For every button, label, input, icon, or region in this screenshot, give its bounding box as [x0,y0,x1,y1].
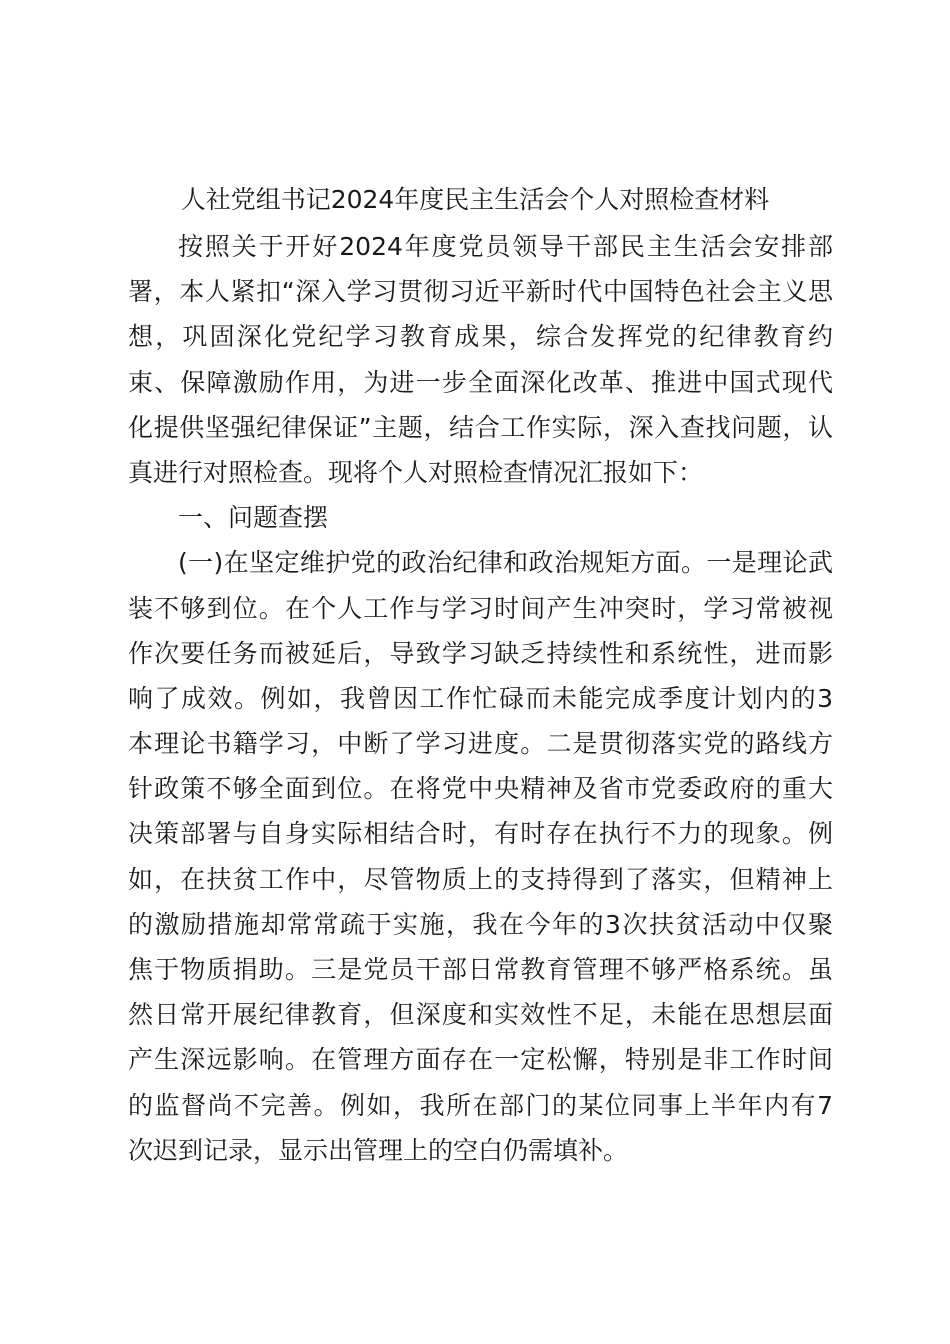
paragraph-line: 按照关于开好2024年度党员领导干部民主生活会安排部 [178,232,833,261]
paragraph-line: 束、保障激励作用，为进一步全面深化改革、推进中国式现代 [128,367,833,397]
paragraph-line: 针政策不够全面到位。在将党中央精神及省市党委政府的重大 [128,774,833,804]
paragraph-line: 真进行对照检查。现将个人对照检查情况汇报如下： [128,457,704,487]
paragraph-line: (一)在坚定维护党的政治纪律和政治规矩方面。一是理论武 [178,548,833,578]
paragraph-line: 响了成效。例如，我曾因工作忙碌而未能完成季度计划内的3 [128,683,833,713]
paragraph-line: 作次要任务而被延后，导致学习缺乏持续性和系统性，进而影 [128,638,833,668]
paragraph-line: 装不够到位。在个人工作与学习时间产生冲突时，学习常被视 [128,593,833,623]
paragraph-line: 的监督尚不完善。例如，我所在部门的某位同事上半年内有7 [128,1090,833,1120]
section-heading: 一、问题查摆 [178,503,329,533]
paragraph-line: 然日常开展纪律教育，但深度和实效性不足，未能在思想层面 [128,1000,833,1030]
paragraph-line: 次迟到记录，显示出管理上的空白仍需填补。 [128,1135,629,1165]
paragraph-line: 决策部署与自身实际相结合时，有时存在执行不力的现象。例 [128,819,833,849]
paragraph-line: 如，在扶贫工作中，尽管物质上的支持得到了落实，但精神上 [128,864,833,894]
paragraph-line: 焦于物质捐助。三是党员干部日常教育管理不够严格系统。虽 [128,955,833,984]
paragraph-line: 本理论书籍学习，中断了学习进度。二是贯彻落实党的路线方 [128,729,833,759]
paragraph-line: 的激励措施却常常疏于实施，我在今年的3次扶贫活动中仅聚 [128,909,833,939]
paragraph-line: 署，本人紧扣“深入学习贯彻习近平新时代中国特色社会主义思 [128,277,833,307]
paragraph-line: 化提供坚强纪律保证”主题，结合工作实际，深入查找问题，认 [128,412,833,442]
paragraph-line: 产生深远影响。在管理方面存在一定松懈，特别是非工作时间 [128,1045,833,1075]
document-title: 人社党组书记2024年度民主生活会个人对照检查材料 [180,185,770,214]
paragraph-line: 想，巩固深化党纪学习教育成果，综合发挥党的纪律教育约 [128,322,833,352]
document-body [128,224,833,1173]
